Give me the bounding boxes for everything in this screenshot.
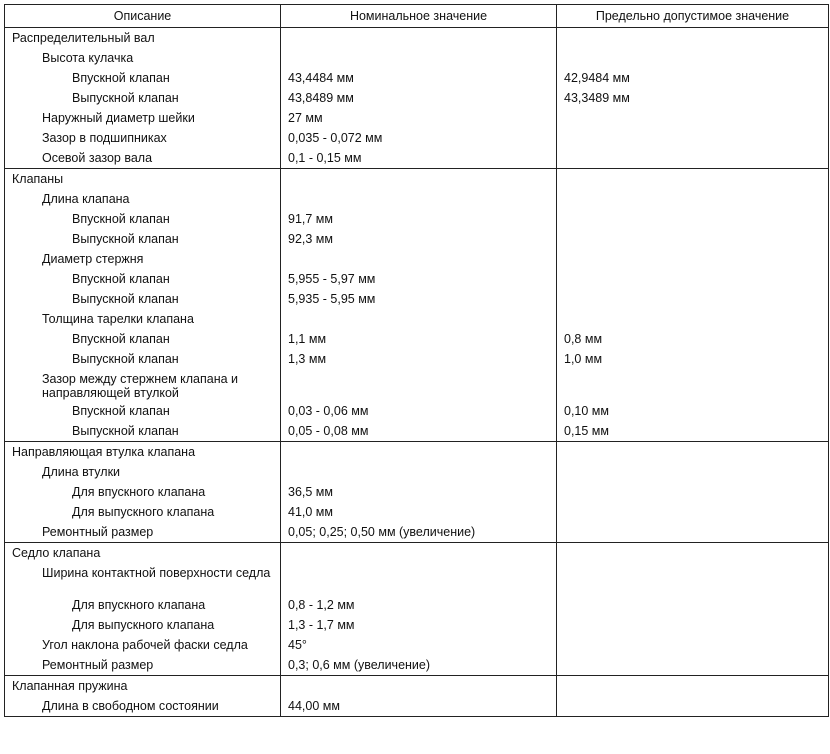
- spec-label: Толщина тарелки клапана: [42, 312, 194, 326]
- spec-label: Длина в свободном состоянии: [42, 699, 219, 713]
- nominal-value: 0,05 - 0,08 мм: [288, 424, 369, 438]
- limit-value: [557, 482, 828, 502]
- limit-value: [557, 309, 828, 329]
- spec-label: Высота кулачка: [42, 51, 134, 65]
- spec-label: Ширина контактной поверхности седла: [42, 566, 271, 580]
- limit-cell: [557, 28, 829, 169]
- spec-label: Осевой зазор вала: [42, 151, 153, 165]
- section-row: [5, 442, 829, 543]
- nominal-value: 1,1 мм: [288, 332, 327, 346]
- spec-label: Длина втулки: [42, 465, 121, 479]
- spec-label: Зазор в подшипниках: [42, 131, 167, 145]
- limit-value: [557, 209, 828, 229]
- limit-value: [557, 676, 828, 696]
- spec-label: Выпускной клапан: [72, 91, 179, 105]
- nominal-value: [281, 442, 556, 462]
- spec-label: Впускной клапан: [72, 71, 170, 85]
- spec-label: Выпускной клапан: [72, 292, 179, 306]
- spec-label: Для выпускного клапана: [72, 505, 215, 519]
- description-cell: [5, 28, 281, 169]
- section-row: [5, 543, 829, 676]
- description-cell: [5, 676, 281, 717]
- section-row: [5, 28, 829, 169]
- limit-value: [557, 522, 828, 542]
- limit-value: [557, 595, 828, 615]
- nominal-value: 91,7 мм: [288, 212, 333, 226]
- spec-label: Наружный диаметр шейки: [42, 111, 195, 125]
- limit-value: [557, 696, 828, 716]
- limit-value: [557, 229, 828, 249]
- nominal-value: [281, 28, 556, 48]
- description-cell: [5, 442, 281, 543]
- nominal-cell: [281, 28, 557, 169]
- spec-label: Выпускной клапан: [72, 352, 179, 366]
- limit-value: [557, 28, 828, 48]
- spec-label: Распределительный вал: [12, 31, 155, 45]
- spec-label: Ремонтный размер: [42, 525, 154, 539]
- limit-value: 43,3489 мм: [564, 91, 630, 105]
- limit-value: [557, 48, 828, 68]
- nominal-value: [281, 169, 556, 189]
- nominal-value: [281, 48, 556, 68]
- spec-label: Для выпускного клапана: [72, 618, 215, 632]
- nominal-value: 44,00 мм: [288, 699, 340, 713]
- nominal-value: 5,955 - 5,97 мм: [288, 272, 376, 286]
- nominal-value: [281, 563, 556, 595]
- nominal-value: 36,5 мм: [288, 485, 333, 499]
- limit-value: 0,8 мм: [564, 332, 603, 346]
- nominal-value: 27 мм: [288, 111, 323, 125]
- header-nominal: Номинальное значение: [281, 5, 557, 28]
- limit-value: [557, 269, 828, 289]
- limit-value: [557, 635, 828, 655]
- spec-label: Впускной клапан: [72, 212, 170, 226]
- spec-label: Клапаны: [12, 172, 64, 186]
- header-description: Описание: [5, 5, 281, 28]
- spec-label: Для впускного клапана: [72, 598, 206, 612]
- spec-label: Впускной клапан: [72, 332, 170, 346]
- nominal-value: [281, 543, 556, 563]
- nominal-value: 43,4484 мм: [288, 71, 354, 85]
- limit-value: [557, 369, 828, 401]
- limit-value: [557, 655, 828, 675]
- nominal-value: 0,03 - 0,06 мм: [288, 404, 369, 418]
- header-row: [5, 5, 829, 28]
- nominal-value: [281, 189, 556, 209]
- limit-value: [557, 502, 828, 522]
- limit-value: [557, 442, 828, 462]
- limit-value: [557, 462, 828, 482]
- spec-label: Для впускного клапана: [72, 485, 206, 499]
- spec-label: Длина клапана: [42, 192, 130, 206]
- spec-label: Выпускной клапан: [72, 232, 179, 246]
- nominal-value: [281, 309, 556, 329]
- limit-value: [557, 128, 828, 148]
- nominal-value: [281, 369, 556, 401]
- spec-label: Диаметр стержня: [42, 252, 144, 266]
- section-row: [5, 169, 829, 442]
- spec-label: Ремонтный размер: [42, 658, 154, 672]
- limit-value: [557, 615, 828, 635]
- spec-label: Направляющая втулка клапана: [12, 445, 196, 459]
- nominal-value: 43,8489 мм: [288, 91, 354, 105]
- nominal-value: 1,3 мм: [288, 352, 327, 366]
- nominal-value: 0,3; 0,6 мм (увеличение): [288, 658, 431, 672]
- limit-cell: [557, 676, 829, 717]
- limit-value: [557, 249, 828, 269]
- spec-label: Впускной клапан: [72, 272, 170, 286]
- spec-body: [5, 28, 829, 717]
- header-limit: Предельно допустимое значение: [557, 5, 829, 28]
- limit-cell: [557, 169, 829, 442]
- limit-value: [557, 108, 828, 128]
- limit-value: [557, 543, 828, 563]
- spec-label: Седло клапана: [12, 546, 101, 560]
- nominal-value: 0,1 - 0,15 мм: [288, 151, 362, 165]
- nominal-value: [281, 249, 556, 269]
- spec-label: Зазор между стержнем клапана и направляющей втулкой: [42, 372, 239, 400]
- nominal-value: 1,3 - 1,7 мм: [288, 618, 355, 632]
- spec-label: Клапанная пружина: [12, 679, 128, 693]
- limit-value: 1,0 мм: [564, 352, 603, 366]
- section-row: [5, 676, 829, 717]
- limit-value: 0,10 мм: [564, 404, 609, 418]
- limit-value: 0,15 мм: [564, 424, 609, 438]
- limit-cell: [557, 442, 829, 543]
- description-cell: [5, 169, 281, 442]
- spec-label: Выпускной клапан: [72, 424, 179, 438]
- nominal-value: 0,8 - 1,2 мм: [288, 598, 355, 612]
- limit-value: 42,9484 мм: [564, 71, 630, 85]
- spec-label: Впускной клапан: [72, 404, 170, 418]
- nominal-value: 45°: [288, 638, 307, 652]
- limit-value: [557, 148, 828, 168]
- nominal-cell: [281, 169, 557, 442]
- nominal-value: 5,935 - 5,95 мм: [288, 292, 376, 306]
- nominal-value: 92,3 мм: [288, 232, 333, 246]
- nominal-cell: [281, 442, 557, 543]
- limit-value: [557, 289, 828, 309]
- limit-value: [557, 189, 828, 209]
- limit-value: [557, 563, 828, 595]
- nominal-value: 41,0 мм: [288, 505, 333, 519]
- nominal-cell: [281, 676, 557, 717]
- limit-cell: [557, 543, 829, 676]
- spec-label: Угол наклона рабочей фаски седла: [42, 638, 248, 652]
- limit-value: [557, 169, 828, 189]
- spec-table: [4, 4, 829, 717]
- nominal-value: [281, 676, 556, 696]
- nominal-value: 0,035 - 0,072 мм: [288, 131, 383, 145]
- description-cell: [5, 543, 281, 676]
- nominal-cell: [281, 543, 557, 676]
- nominal-value: [281, 462, 556, 482]
- nominal-value: 0,05; 0,25; 0,50 мм (увеличение): [288, 525, 476, 539]
